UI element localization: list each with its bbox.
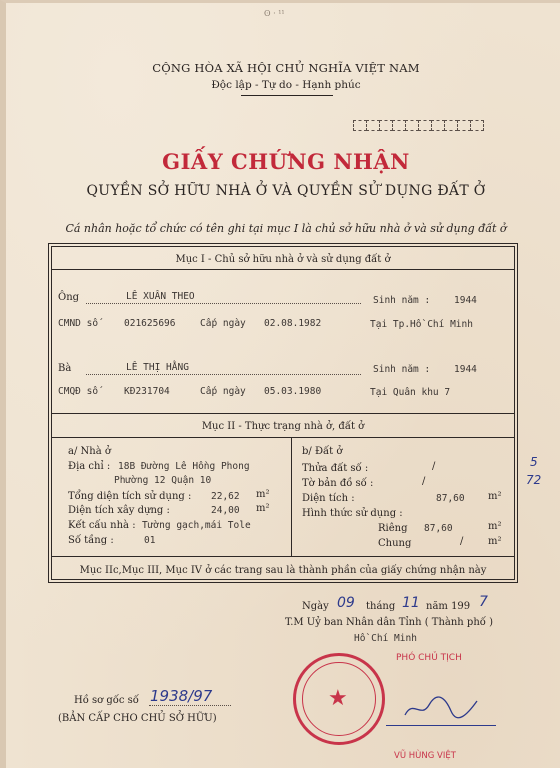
owner2-id-value: KĐ231704 <box>124 386 170 397</box>
date-day: 09 <box>337 595 355 611</box>
signer-title: PHÓ CHỦ TỊCH <box>396 653 462 663</box>
house-address-line2: Phường 12 Quận 10 <box>114 475 212 486</box>
house-total-area-unit: m² <box>256 489 270 500</box>
land-map-value: / <box>422 476 426 487</box>
land-plot-label: Thửa đất số : <box>302 463 369 474</box>
top-mark: ʘ · ¹¹ <box>264 9 285 18</box>
land-private-label: Riêng <box>378 523 408 534</box>
owner2-issue-label: Cấp ngày <box>200 386 246 397</box>
date-year-digit: 7 <box>479 594 488 610</box>
land-shared-unit: m² <box>488 536 502 547</box>
owner2-title: Bà <box>58 363 72 374</box>
owner1-id-label: CMND số <box>58 318 99 329</box>
land-shared-label: Chung <box>378 538 412 549</box>
owner1-birth-label: Sinh năm : <box>373 295 431 306</box>
land-area-value: 87,60 <box>436 493 465 504</box>
house-built-area-unit: m² <box>256 503 270 514</box>
signer-name: VŨ HÙNG VIỆT <box>394 751 456 761</box>
date-month-label: tháng <box>366 601 396 612</box>
margin-note-2: 72 <box>526 473 542 487</box>
house-total-area-label: Tổng diện tích sử dụng : <box>68 491 192 502</box>
signature-underline <box>386 725 496 726</box>
land-private-value: 87,60 <box>424 523 453 534</box>
national-motto: Độc lập - Tự do - Hạnh phúc <box>211 79 361 91</box>
house-address-line1: 18B Đường Lê Hồng Phong <box>118 461 250 472</box>
owner2-id-label: CMQĐ số <box>58 386 99 397</box>
land-area-unit: m² <box>488 491 502 502</box>
house-floors-value: 01 <box>144 535 156 546</box>
owner2-name: LÊ THỊ HẰNG <box>126 362 189 373</box>
file-number: 1938/97 <box>150 687 213 705</box>
section2-heading: Mục II - Thực trạng nhà ở, đất ở <box>201 421 365 432</box>
house-address-label: Địa chỉ : <box>68 461 111 472</box>
land-map-label: Tờ bản đồ số : <box>302 478 374 489</box>
owner1-name: LÊ XUÂN THEO <box>126 291 195 302</box>
authority: T.M Uỷ ban Nhân dân Tỉnh ( Thành phố ) <box>285 617 493 628</box>
file-label: Hồ sơ gốc số <box>74 695 139 706</box>
signature <box>401 693 481 723</box>
date-day-label: Ngày <box>302 601 329 612</box>
file-note: (BẢN CẤP CHO CHỦ SỞ HỮU) <box>58 713 217 724</box>
date-year-label: năm 199 <box>426 601 471 612</box>
owner2-birth-year: 1944 <box>454 364 477 375</box>
divider <box>51 437 515 438</box>
owner1-place: Tại Tp.Hồ Chí Minh <box>370 319 473 330</box>
section1-heading: Mục I - Chủ sở hữu nhà ở và sử dụng đất ở <box>175 254 391 265</box>
house-floors-label: Số tầng : <box>68 535 114 546</box>
document-subtitle: QUYỀN SỞ HỮU NHÀ Ở VÀ QUYỀN SỬ DỤNG ĐẤT Ở <box>86 183 486 199</box>
land-plot-value: / <box>432 461 436 472</box>
margin-note-1: 5 <box>530 455 538 469</box>
house-total-area-value: 22,62 <box>211 491 240 502</box>
house-built-area-label: Diện tích xây dựng : <box>68 505 170 516</box>
republic-header: CỘNG HÒA XÃ HỘI CHỦ NGHĨA VIỆT NAM <box>152 61 420 75</box>
owner1-id-value: 021625696 <box>124 318 176 329</box>
owner1-birth-year: 1944 <box>454 295 477 306</box>
owner1-issue-label: Cấp ngày <box>200 318 246 329</box>
column-divider <box>291 437 292 556</box>
owner2-place: Tại Quân khu 7 <box>370 387 451 398</box>
document-title: GIẤY CHỨNG NHẬN <box>162 149 410 174</box>
divider <box>51 556 515 557</box>
authority-city: Hồ Chí Minh <box>354 633 417 644</box>
owner2-birth-label: Sinh năm : <box>373 364 431 375</box>
land-heading: b/ Đất ở <box>302 446 343 457</box>
footnote: Mục IIc,Mục III, Mục IV ở các trang sau là thành phần của giấy chứng nhận này <box>79 565 487 576</box>
star-icon: ★ <box>328 686 348 711</box>
owner1-title: Ông <box>58 292 80 303</box>
serial-number-boxes <box>353 120 483 131</box>
date-month: 11 <box>402 595 420 611</box>
house-structure-label: Kết cấu nhà : <box>68 520 136 531</box>
land-private-unit: m² <box>488 521 502 532</box>
house-heading: a/ Nhà ở <box>68 446 111 457</box>
house-built-area-value: 24,00 <box>211 505 240 516</box>
land-area-label: Diện tích : <box>302 493 355 504</box>
intro-text: Cá nhân hoặc tổ chức có tên ghi tại mục I là chủ sở hữu nhà ở và sử dụng đất ở <box>65 222 507 235</box>
divider <box>51 269 515 270</box>
land-shared-value: / <box>460 536 464 547</box>
owner2-issue-date: 05.03.1980 <box>264 386 322 397</box>
motto-underline <box>241 95 333 96</box>
owner1-issue-date: 02.08.1982 <box>264 318 322 329</box>
file-number-dots <box>149 705 231 706</box>
house-structure-value: Tường gạch,mái Tole <box>142 520 251 531</box>
divider <box>51 413 515 414</box>
land-usage-label: Hình thức sử dụng : <box>302 508 403 519</box>
